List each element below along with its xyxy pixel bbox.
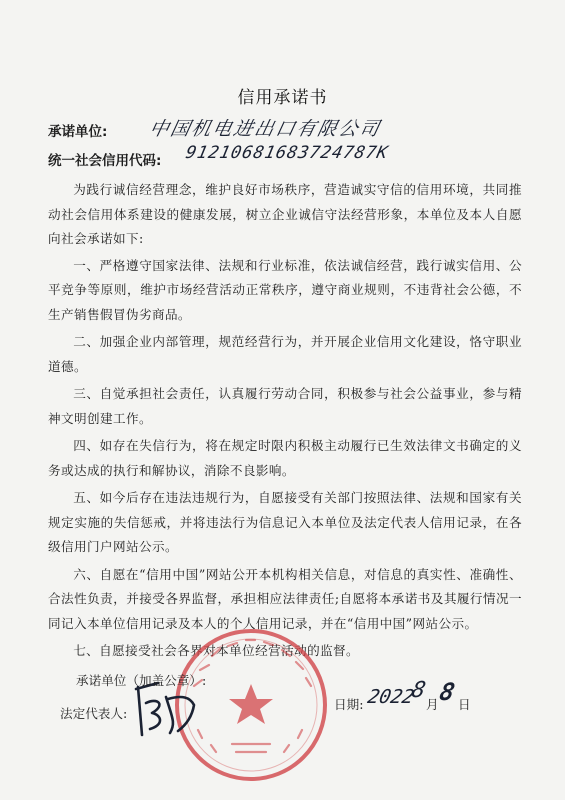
clause-7: 七、自愿接受社会各界对本单位经营活动的监督。 bbox=[73, 643, 360, 658]
date-year: 2022 bbox=[365, 686, 417, 708]
intro-paragraph: 为践行诚信经营理念，维护良好市场秩序，营造诚实守信的信用环境，共同推动社会信用体系建设的健康发展，树立企业诚信守法经营形象，本单位及本人自愿向社会承诺如下: bbox=[48, 182, 522, 246]
clause-2: 二、加强企业内部管理，规范经营行为，并开展企业信用文化建设，恪守职业道德。 bbox=[48, 334, 522, 374]
date-month: 8 bbox=[409, 678, 428, 703]
clause-5: 五、如今后存在违法违规行为，自愿接受有关部门按照法律、法规和国家有关规定实施的失信惩戒，并将违法行为信息记入本单位及法定代表人信用记录，在各级信用门户网站公示。 bbox=[48, 490, 522, 554]
legal-rep-label: 法定代表人: bbox=[60, 706, 128, 721]
credit-code-handwritten: 91210681683724787K bbox=[183, 143, 391, 163]
document-title: 信用承诺书 bbox=[237, 88, 328, 108]
clause-1: 一、严格遵守国家法律、法规和行业标准，依法诚信经营，践行诚实信用、公平竞争等原则，维护市场经营活动正常秩序，遵守商业规则，不违背社会公德，不生产销售假冒伪劣商品。 bbox=[48, 257, 522, 322]
commitment-body bbox=[48, 178, 522, 664]
unit-label: 承诺单位: bbox=[48, 124, 108, 140]
clause-3: 三、自觉承担社会责任，认真履行劳动合同，积极参与社会公益事业，参与精神文明创建工作。 bbox=[48, 386, 522, 426]
date-label: 日期: bbox=[334, 697, 364, 712]
clause-6: 六、自愿在“信用中国”网站公开本机构相关信息，对信息的真实性、准确性、合法性负责，并接受各界监督，承担相应法律责任;自愿将本承诺书及其履行情况一同记入本单位信用记录及本人的个人信用记录，并在“信用中国”网站公示。 bbox=[48, 566, 522, 631]
clause-4: 四、如存在失信行为，将在规定时限内积极主动履行已生效法律文书确定的义务或达成的执行和解协议，消除不良影响。 bbox=[48, 438, 522, 478]
date-month-unit: 月 bbox=[426, 697, 439, 712]
credit-code-label: 统一社会信用代码: bbox=[48, 153, 162, 169]
unit-name-handwritten: 中国机电进出口有限公司 bbox=[147, 118, 384, 140]
sign-unit-label: 承诺单位（加盖公章）: bbox=[76, 673, 207, 688]
date-day-unit: 日 bbox=[458, 697, 471, 712]
date-day: 8 bbox=[437, 678, 458, 706]
